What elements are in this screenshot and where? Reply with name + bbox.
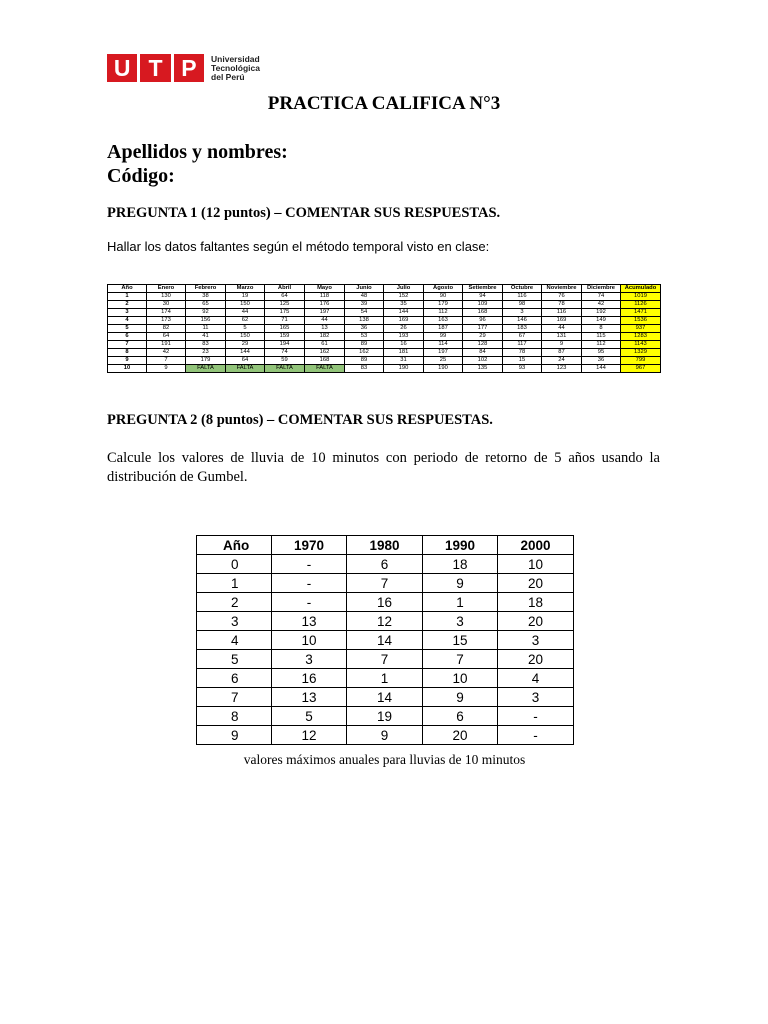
table-row <box>108 309 661 317</box>
table-cell: 64 <box>147 333 186 341</box>
table-cell: 89 <box>345 357 384 365</box>
table-cell: 9 <box>542 341 582 349</box>
table-row <box>197 593 574 612</box>
column-header: Octubre <box>503 285 542 293</box>
column-header: 2000 <box>498 536 574 555</box>
table-cell: 967 <box>621 365 661 373</box>
table-cell: 5 <box>108 325 147 333</box>
table-cell: 18 <box>423 555 498 574</box>
table-cell: 29 <box>226 341 265 349</box>
table-cell: 96 <box>463 317 503 325</box>
table-cell: 14 <box>347 631 423 650</box>
logo-line-2: Tecnológica <box>211 62 260 73</box>
table-cell: 44 <box>226 309 265 317</box>
table-cell: 799 <box>621 357 661 365</box>
table-cell: 135 <box>463 365 503 373</box>
table-cell: 13 <box>305 325 345 333</box>
column-header: 1970 <box>272 536 347 555</box>
table-cell: 179 <box>424 301 463 309</box>
table-cell: 9 <box>347 726 423 745</box>
table-row <box>108 317 661 325</box>
utp-logo <box>107 44 260 92</box>
table-cell: 16 <box>347 593 423 612</box>
table-cell: 6 <box>423 707 498 726</box>
table-caption: valores máximos anuales para lluvias de 10 minutos <box>243 752 526 767</box>
column-header: Año <box>108 285 147 293</box>
table-cell: - <box>272 555 347 574</box>
table-cell: 1 <box>108 293 147 301</box>
page-title: PRACTICA CALIFICA N°3 <box>267 93 501 114</box>
table-cell: 44 <box>305 317 345 325</box>
table-cell: - <box>272 593 347 612</box>
table-cell: 179 <box>186 357 226 365</box>
table-cell: 1471 <box>621 309 661 317</box>
table-cell: 3 <box>498 631 574 650</box>
gumbel-rainfall-table <box>196 535 574 745</box>
table-cell: 4 <box>108 317 147 325</box>
table-cell: 112 <box>582 341 621 349</box>
table-cell: 19 <box>347 707 423 726</box>
table-cell: 162 <box>345 349 384 357</box>
table-row <box>197 726 574 745</box>
table-cell: 41 <box>186 333 226 341</box>
table-cell: 3 <box>423 612 498 631</box>
table-cell: 61 <box>305 341 345 349</box>
table-row <box>108 365 661 373</box>
table-cell: 149 <box>582 317 621 325</box>
table-cell: 78 <box>503 349 542 357</box>
table-cell: 118 <box>305 293 345 301</box>
table-cell: 112 <box>424 309 463 317</box>
table-cell: 131 <box>542 333 582 341</box>
column-header: Marzo <box>226 285 265 293</box>
table-cell: 144 <box>384 309 424 317</box>
table-cell: 128 <box>463 341 503 349</box>
table-cell: 39 <box>345 301 384 309</box>
table-cell: 9 <box>108 357 147 365</box>
table-cell: 74 <box>582 293 621 301</box>
logo-line-3: del Perú <box>211 71 245 82</box>
table-row <box>197 669 574 688</box>
table-cell: 10 <box>272 631 347 650</box>
table-cell: 44 <box>542 325 582 333</box>
table-cell: 177 <box>463 325 503 333</box>
table-cell: 64 <box>226 357 265 365</box>
table-cell: 937 <box>621 325 661 333</box>
table-cell: 67 <box>503 333 542 341</box>
table-cell: 42 <box>147 349 186 357</box>
table-cell: 1536 <box>621 317 661 325</box>
table-cell: 25 <box>424 357 463 365</box>
table-cell: 7 <box>197 688 272 707</box>
table-cell: 11 <box>186 325 226 333</box>
table-cell: 36 <box>345 325 384 333</box>
table-cell: 30 <box>147 301 186 309</box>
table-cell: 194 <box>265 341 305 349</box>
table-cell: 16 <box>384 341 424 349</box>
table-cell: 42 <box>582 301 621 309</box>
table-cell: 0 <box>197 555 272 574</box>
column-header: 1990 <box>423 536 498 555</box>
table-cell: 99 <box>424 333 463 341</box>
table-cell: 7 <box>147 357 186 365</box>
table-cell: 92 <box>186 309 226 317</box>
table-cell: 59 <box>265 357 305 365</box>
table-cell: 192 <box>582 309 621 317</box>
table-cell: 89 <box>345 341 384 349</box>
table-cell: 8 <box>582 325 621 333</box>
table-cell: 26 <box>384 325 424 333</box>
table-cell: 138 <box>345 317 384 325</box>
table-cell: 1 <box>197 574 272 593</box>
table-cell: - <box>272 574 347 593</box>
table-row <box>197 555 574 574</box>
table-cell: 156 <box>186 317 226 325</box>
logo-letter-u: U <box>107 54 137 82</box>
table-cell: 20 <box>498 574 574 593</box>
table-cell: 197 <box>305 309 345 317</box>
column-header: Febrero <box>186 285 226 293</box>
table-cell: 94 <box>463 293 503 301</box>
table-cell: 6 <box>108 333 147 341</box>
table-row <box>197 707 574 726</box>
table-cell: 13 <box>272 688 347 707</box>
column-header: Año <box>197 536 272 555</box>
table-cell: 173 <box>147 317 186 325</box>
column-header: Setiembre <box>463 285 503 293</box>
code-label: Código: <box>107 165 175 187</box>
table-cell: 174 <box>147 309 186 317</box>
table-cell: 20 <box>423 726 498 745</box>
table-cell: FALTA <box>226 365 265 373</box>
table-row <box>108 349 661 357</box>
table-cell: 36 <box>582 357 621 365</box>
column-header: Acumulado <box>621 285 661 293</box>
table-cell: 1329 <box>621 349 661 357</box>
table-cell: 35 <box>384 301 424 309</box>
table-cell: - <box>498 726 574 745</box>
table-cell: 123 <box>542 365 582 373</box>
table-cell: 10 <box>498 555 574 574</box>
table-row <box>197 574 574 593</box>
table-cell: 93 <box>503 365 542 373</box>
table-cell: 23 <box>186 349 226 357</box>
table-row <box>108 325 661 333</box>
table-cell: 9 <box>197 726 272 745</box>
column-header: Julio <box>384 285 424 293</box>
table-cell: 16 <box>272 669 347 688</box>
table-cell: 76 <box>542 293 582 301</box>
logo-line-1: Universidad <box>211 53 260 64</box>
table-cell: 165 <box>265 325 305 333</box>
table-cell: 71 <box>265 317 305 325</box>
table-cell: 146 <box>503 317 542 325</box>
table-cell: 175 <box>265 309 305 317</box>
question-1-instruction: Hallar los datos faltantes según el método temporal visto en clase: <box>107 239 490 254</box>
table-row <box>197 650 574 669</box>
table-row <box>108 293 661 301</box>
table-cell: 168 <box>305 357 345 365</box>
table-cell: 54 <box>345 309 384 317</box>
table-cell: 38 <box>186 293 226 301</box>
table-cell: 90 <box>424 293 463 301</box>
table-row <box>108 301 661 309</box>
table-cell: 152 <box>384 293 424 301</box>
table-cell: - <box>498 707 574 726</box>
table-cell: 4 <box>197 631 272 650</box>
table-cell: 78 <box>542 301 582 309</box>
table-cell: 8 <box>197 707 272 726</box>
table-cell: 197 <box>424 349 463 357</box>
table-cell: 87 <box>542 349 582 357</box>
table-cell: 8 <box>108 349 147 357</box>
logo-letter-t: T <box>140 54 170 82</box>
table-cell: 1 <box>423 593 498 612</box>
table-cell: 2 <box>197 593 272 612</box>
question-2-paragraph: Calcule los valores de lluvia de 10 minutos con periodo de retorno de 5 años usando la distribución de Gumbel. <box>107 450 660 485</box>
column-header: Noviembre <box>542 285 582 293</box>
table-cell: 15 <box>423 631 498 650</box>
table-cell: 7 <box>108 341 147 349</box>
table-cell: 14 <box>347 688 423 707</box>
table-cell: 169 <box>384 317 424 325</box>
column-header: 1980 <box>347 536 423 555</box>
table-cell: 4 <box>498 669 574 688</box>
table-cell: 74 <box>265 349 305 357</box>
column-header: Agosto <box>424 285 463 293</box>
table-cell: 102 <box>463 357 503 365</box>
column-header: Abril <box>265 285 305 293</box>
table-cell: 13 <box>272 612 347 631</box>
table-cell: 130 <box>147 293 186 301</box>
table-cell: 12 <box>272 726 347 745</box>
table-cell: 9 <box>423 688 498 707</box>
column-header: Diciembre <box>582 285 621 293</box>
column-header: Junio <box>345 285 384 293</box>
table-cell: 1 <box>347 669 423 688</box>
table-cell: 24 <box>542 357 582 365</box>
table-cell: 20 <box>498 650 574 669</box>
table-cell: 7 <box>347 574 423 593</box>
table-cell: 117 <box>503 341 542 349</box>
table-row <box>108 333 661 341</box>
table-cell: 10 <box>108 365 147 373</box>
table-cell: 191 <box>147 341 186 349</box>
table-cell: 18 <box>498 593 574 612</box>
table-cell: 182 <box>305 333 345 341</box>
logo-text <box>211 55 260 82</box>
table-cell: 183 <box>503 325 542 333</box>
table-cell: 109 <box>463 301 503 309</box>
table-cell: 190 <box>424 365 463 373</box>
table-cell: 3 <box>498 688 574 707</box>
table-cell: 31 <box>384 357 424 365</box>
table-cell: 125 <box>265 301 305 309</box>
table-cell: 1019 <box>621 293 661 301</box>
table-cell: 115 <box>582 333 621 341</box>
table-row <box>197 631 574 650</box>
table-cell: 64 <box>265 293 305 301</box>
question-1-heading: PREGUNTA 1 (12 puntos) – COMENTAR SUS RESPUESTAS. <box>107 205 501 221</box>
table-cell: 163 <box>424 317 463 325</box>
table-cell: 169 <box>542 317 582 325</box>
table-cell: 9 <box>423 574 498 593</box>
table-cell: 95 <box>582 349 621 357</box>
table-cell: 83 <box>345 365 384 373</box>
table-cell: 20 <box>498 612 574 631</box>
table-cell: FALTA <box>265 365 305 373</box>
table-cell: 7 <box>423 650 498 669</box>
table-cell: 5 <box>272 707 347 726</box>
table-row <box>197 688 574 707</box>
table-cell: 65 <box>186 301 226 309</box>
table-cell: 48 <box>345 293 384 301</box>
table-cell: 3 <box>108 309 147 317</box>
rainfall-monthly-table <box>107 284 661 373</box>
table-cell: 62 <box>226 317 265 325</box>
column-header: Enero <box>147 285 186 293</box>
table-cell: 159 <box>265 333 305 341</box>
table-cell: 7 <box>347 650 423 669</box>
column-header: Mayo <box>305 285 345 293</box>
table-cell: 187 <box>424 325 463 333</box>
table-cell: 84 <box>463 349 503 357</box>
table-cell: 150 <box>226 301 265 309</box>
table-cell: 1126 <box>621 301 661 309</box>
table-row <box>108 341 661 349</box>
table-cell: 9 <box>147 365 186 373</box>
table-cell: 190 <box>384 365 424 373</box>
table-cell: 29 <box>463 333 503 341</box>
table-cell: 10 <box>423 669 498 688</box>
table-cell: 150 <box>226 333 265 341</box>
table-cell: 181 <box>384 349 424 357</box>
table-cell: 116 <box>503 293 542 301</box>
table-cell: 19 <box>226 293 265 301</box>
table-cell: 3 <box>197 612 272 631</box>
table-cell: 6 <box>197 669 272 688</box>
table-row <box>197 612 574 631</box>
table-cell: 144 <box>582 365 621 373</box>
table-cell: 82 <box>147 325 186 333</box>
table-cell: 176 <box>305 301 345 309</box>
table-cell: 168 <box>463 309 503 317</box>
table-cell: FALTA <box>186 365 226 373</box>
table-cell: 1283 <box>621 333 661 341</box>
table-cell: 83 <box>186 341 226 349</box>
table-cell: FALTA <box>305 365 345 373</box>
table-cell: 5 <box>226 325 265 333</box>
table-cell: 6 <box>347 555 423 574</box>
table-cell: 144 <box>226 349 265 357</box>
names-label: Apellidos y nombres: <box>107 141 288 163</box>
table-cell: 1143 <box>621 341 661 349</box>
logo-letter-p: P <box>174 54 204 82</box>
table-cell: 12 <box>347 612 423 631</box>
question-2-heading: PREGUNTA 2 (8 puntos) – COMENTAR SUS RESPUESTAS. <box>107 412 493 428</box>
table-cell: 3 <box>272 650 347 669</box>
table-cell: 193 <box>384 333 424 341</box>
table-cell: 116 <box>542 309 582 317</box>
table-row <box>108 357 661 365</box>
table-cell: 15 <box>503 357 542 365</box>
table-cell: 53 <box>345 333 384 341</box>
table-cell: 114 <box>424 341 463 349</box>
table-cell: 162 <box>305 349 345 357</box>
table-cell: 3 <box>503 309 542 317</box>
table-cell: 98 <box>503 301 542 309</box>
table-cell: 5 <box>197 650 272 669</box>
table-cell: 2 <box>108 301 147 309</box>
